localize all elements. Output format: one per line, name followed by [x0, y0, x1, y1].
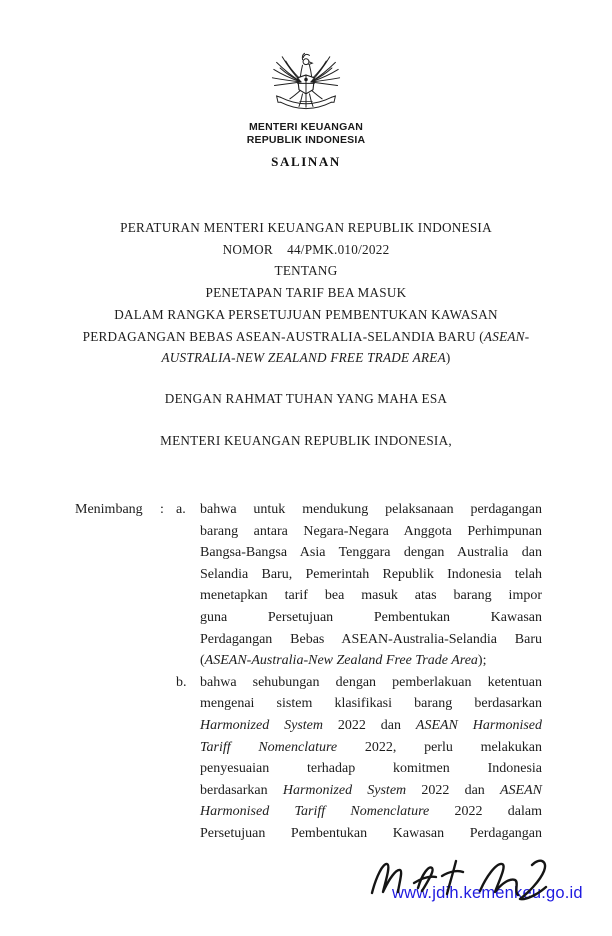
text-line: mengenai sistem klasifikasi barang berdasarkan [200, 696, 542, 712]
consideration-item-a [176, 499, 542, 672]
regulation-title [36, 217, 576, 369]
letterhead [0, 46, 612, 170]
text-line: PENETAPAN TARIF BEA MASUK [205, 285, 407, 301]
text-line: barang antara Negara-Negara Anggota Perhimpunan [200, 523, 542, 539]
jdih-link[interactable]: www.jdih.kemenkeu.go.id [392, 884, 583, 902]
text-line: bahwa sehubungan dengan pemberlakuan ketentuan [200, 674, 542, 690]
ministry-name [247, 121, 366, 146]
item-marker: b. [176, 674, 187, 690]
text-line: Harmonized System 2022 dan ASEAN Harmonised [200, 717, 542, 733]
text-line: DALAM RANGKA PERSETUJUAN PEMBENTUKAN KAWASAN [114, 306, 498, 322]
text-line: (ASEAN-Australia-New Zealand Free Trade Area); [200, 653, 487, 669]
considerations-section [75, 499, 542, 845]
text-line: Harmonised Tariff Nomenclature 2022 dalam [200, 804, 542, 820]
text-line: penyesuaian terhadap komitmen Indonesia [200, 761, 542, 777]
garuda-pancasila-emblem [271, 46, 341, 118]
menimbang-label: Menimbang [75, 502, 143, 517]
text-line: PERATURAN MENTERI KEUANGAN REPUBLIK INDONESIA [120, 220, 492, 235]
text-line: Selandia Baru, Pemerintah Republik Indonesia telah [200, 566, 542, 582]
handwritten-initials-signature [356, 843, 568, 905]
consideration-item-b [176, 672, 542, 845]
text-line: Perdagangan Bebas ASEAN-Australia-Selandia Baru [200, 631, 542, 647]
menimbang-colon: : [160, 502, 164, 517]
consideration-items [176, 499, 542, 845]
text-line: PERDAGANGAN BEBAS ASEAN-AUSTRALIA-SELANDIA BARU (ASEAN- [82, 328, 530, 344]
ministry-line1: MENTERI KEUANGAN [248, 121, 364, 133]
text-line: Bangsa-Bangsa Asia Tenggara dengan Australia dan [200, 545, 542, 561]
text-line: guna Persetujuan Pembentukan Kawasan [200, 609, 542, 625]
text-line: AUSTRALIA-NEW ZEALAND FREE TRADE AREA) [161, 350, 451, 366]
invocation-line: DENGAN RAHMAT TUHAN YANG MAHA ESA [164, 391, 448, 406]
text-line: bahwa untuk mendukung pelaksanaan perdagangan [200, 502, 542, 517]
text-line: NOMOR 44/PMK.010/2022 [222, 241, 390, 257]
text-line: TENTANG [274, 263, 338, 279]
text-line: berdasarkan Harmonized System 2022 dan ASEAN [200, 782, 542, 798]
text-line: Persetujuan Pembentukan Kawasan Perdagangan [200, 825, 542, 841]
text-line: Tariff Nomenclature 2022, perlu melakukan [200, 739, 542, 755]
ministry-line2: REPUBLIK INDONESIA [246, 133, 366, 146]
authority-line: MENTERI KEUANGAN REPUBLIK INDONESIA, [160, 433, 452, 448]
text-line: menetapkan tarif bea masuk atas barang impor [200, 588, 542, 604]
item-marker: a. [176, 502, 186, 517]
copy-stamp-label: SALINAN [271, 154, 341, 169]
